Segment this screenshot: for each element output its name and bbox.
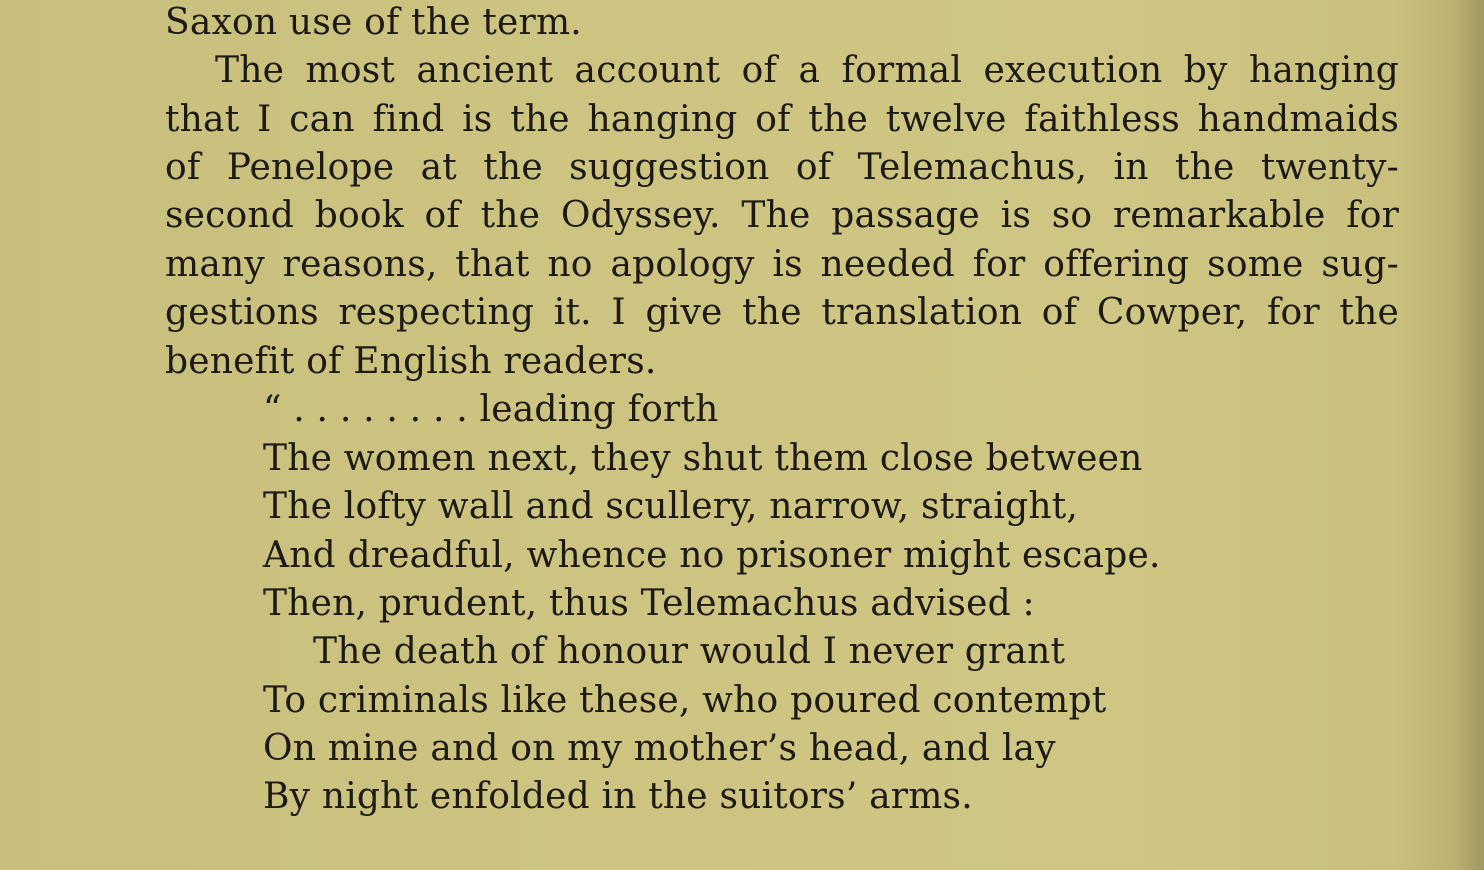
page-edge-shadow — [1454, 0, 1484, 870]
verse-line: The lofty wall and scullery, narrow, straight, — [263, 486, 1079, 527]
verse-line: “ . . . . . . . . leading forth — [263, 389, 719, 430]
prose-line: second book of the Odyssey. The passage is so remarkable for — [165, 195, 1399, 236]
verse-line: Then, prudent, thus Telemachus advised : — [263, 583, 1035, 624]
prose-line: many reasons, that no apology is needed for offering some sug- — [165, 244, 1399, 285]
verse-line: By night enfolded in the suitors’ arms. — [263, 776, 973, 817]
prose-line: The most ancient account of a formal execution by hanging — [215, 50, 1399, 91]
prose-line: of Penelope at the suggestion of Telemachus, in the twenty- — [165, 147, 1399, 188]
prose-line: benefit of English readers. — [165, 341, 657, 382]
prose-line: Saxon use of the term. — [165, 2, 582, 43]
verse-line: And dreadful, whence no prisoner might escape. — [263, 535, 1161, 576]
verse-line: On mine and on my mother’s head, and lay — [263, 728, 1056, 769]
verse-line: To criminals like these, who poured contempt — [263, 680, 1107, 721]
verse-line: The women next, they shut them close between — [263, 438, 1143, 479]
verse-line: The death of honour would I never grant — [313, 631, 1066, 672]
prose-line: gestions respecting it. I give the translation of Cowper, for the — [165, 292, 1399, 333]
prose-line: that I can find is the hanging of the twelve faithless handmaids — [165, 99, 1399, 140]
